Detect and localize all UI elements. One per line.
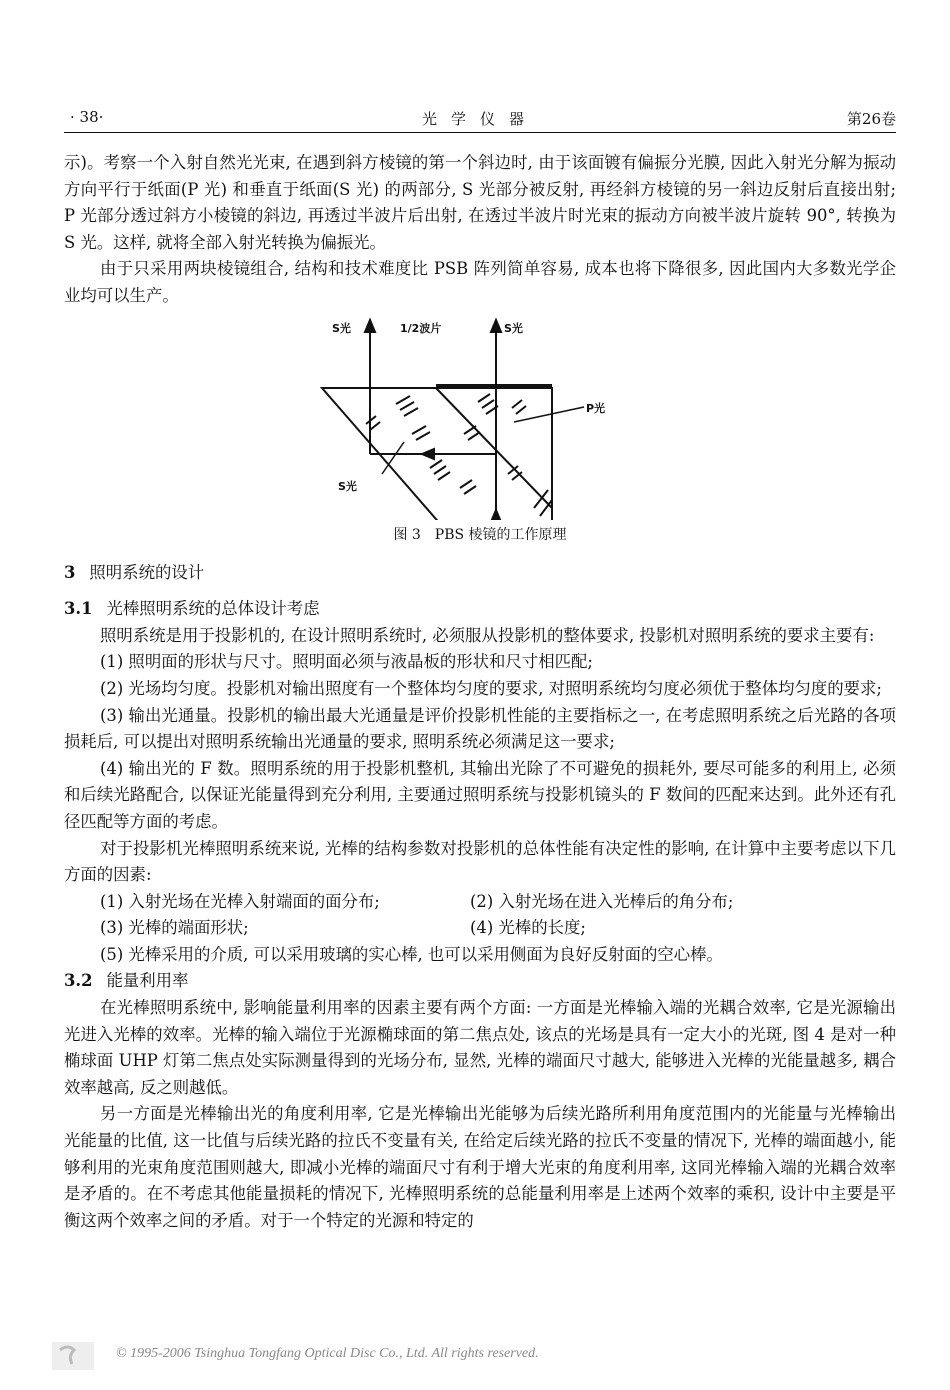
p-pointer — [514, 407, 584, 422]
paragraph: 由于只采用两块棱镜组合, 结构和技术难度比 PSB 阵列简单容易, 成本也将下降很多, 因此国内大多数光学企业均可以生产。 — [64, 259, 896, 305]
subsection-title: 能量利用率 — [106, 971, 189, 991]
section-title: 照明系统的设计 — [89, 562, 205, 582]
section-heading — [64, 560, 896, 587]
arrow-up-bottom — [491, 510, 501, 520]
label-s-right: S光 — [504, 321, 523, 335]
factor-row — [64, 915, 896, 942]
factor-item: (4) 光棒的长度; — [470, 918, 586, 938]
paragraph: 照明系统是用于投影机的, 在设计照明系统时, 必须服从投影机的整体要求, 投影机对照明系统的要求主要有: — [100, 625, 875, 645]
pbs-prism-diagram — [64, 312, 896, 520]
label-s-bottom: S光 — [338, 479, 357, 493]
paragraph: 在光棒照明系统中, 影响能量利用率的因素主要有两个方面: 一方面是光棒输入端的光耦合效率, 它是光源输出光进入光棒的效率。光棒的输入端位于光源椭球面的第二焦点处, 该点的光场是具有一定大小的光斑, 图 4 是对一种椭球面 UHP 灯第二焦点处实际测量得到的光场分布, 显然, 光棒的端面尺寸越大, 能够进入光棒的光能量越多, 耦合效率越高, 反之则越低。 — [64, 998, 896, 1097]
factor-item: (3) 光棒的端面形状; — [100, 918, 249, 938]
factor-item: (2) 入射光场在进入光棒后的角分布; — [470, 891, 734, 911]
copyright-notice: © 1995-2006 Tsinghua Tongfang Optical Disc Co., Ltd. All rights reserved. — [116, 1346, 539, 1361]
figure-pbs-prism — [64, 312, 896, 520]
list-item: (2) 光场均匀度。投影机对输出照度有一个整体均匀度的要求, 对照明系统均匀度必须优于整体均匀度的要求; — [100, 678, 882, 698]
paragraph: 对于投影机光棒照明系统来说, 光棒的结构参数对投影机的总体性能有决定性的影响, 在计算中主要考虑以下几方面的因素: — [64, 838, 896, 885]
section-number: 3 — [64, 562, 76, 582]
page-header — [64, 104, 896, 133]
label-halfwave: 1/2波片 — [400, 321, 442, 335]
article-body — [64, 150, 896, 1234]
subsection-number: 3.1 — [64, 599, 93, 619]
arrow-up-left — [365, 320, 375, 332]
factor-item: (1) 入射光场在光棒入射端面的面分布; — [100, 891, 380, 911]
subsection-number: 3.2 — [64, 971, 93, 991]
subsection-heading — [64, 596, 896, 623]
factor-row — [64, 889, 896, 916]
prism-diagonal — [436, 388, 552, 508]
arrow-left — [422, 449, 434, 459]
page-number: · 38· — [70, 108, 104, 126]
paragraph: 另一方面是光棒输出光的角度利用率, 它是光棒输出光能够为后续光路所利用角度范围内的光能量与光棒输出光能量的比值, 这一比值与后续光路的拉氏不变量有关, 在给定后续光路的拉氏不变量的情况下, 光棒的端面越小, 能够利用的光束角度范围则越大, 即减小光棒的端面尺寸有利于增大光束的角度利用率, 这同光棒输入端的光耦合效率是矛盾的。在不考虑其他能量损耗的情况下, 光棒照明系统的总能量利用率是上述两个效率的乘积, 设计中主要是平衡这两个效率之间的矛盾。对于一个特定的光源和特定的 — [64, 1104, 896, 1230]
factor-item: (5) 光棒采用的介质, 可以采用玻璃的实心棒, 也可以采用侧面为良好反射面的空心棒。 — [100, 944, 723, 964]
subsection-title: 光棒照明系统的总体设计考虑 — [106, 599, 320, 619]
publisher-logo-icon — [52, 1342, 94, 1370]
label-s-left: S光 — [332, 321, 351, 335]
arrow-up-right — [491, 320, 501, 332]
list-item: (1) 照明面的形状与尺寸。照明面必须与液晶板的形状和尺寸相匹配; — [100, 652, 593, 672]
volume-label: 第26卷 — [846, 110, 896, 128]
label-p: P光 — [586, 401, 606, 415]
list-item: (4) 输出光的 F 数。照明系统的用于投影机整机, 其输出光除了不可避免的损耗外, 要尽可能多的利用上, 必须和后续光路配合, 以保证光能量得到充分利用, 主要通过照明系统与投影机镜头的 F 数间的匹配来达到。此外还有孔径匹配等方面的考虑。 — [64, 758, 896, 831]
figure-caption: 图 3 PBS 棱镜的工作原理 — [393, 526, 567, 543]
journal-title: 光学仪器 — [421, 110, 538, 128]
paragraph: 示)。考察一个入射自然光光束, 在遇到斜方棱镜的第一个斜边时, 由于该面镀有偏振分光膜, 因此入射光分解为振动方向平行于纸面(P 光) 和垂直于纸面(S 光) 的两部分, S 光部分被反射, 再经斜方棱镜的另一斜边反射后直接出射; P 光部分透过斜方小棱镜的斜边, 再透过半波片后出射, 在透过半波片时光束的振动方向被半波片旋转 90°, 转换为 S 光。这样, 就将全部入射光转换为偏振光。 — [64, 153, 896, 252]
list-item: (3) 输出光通量。投影机的输出最大光通量是评价投影机性能的主要指标之一, 在考虑照明系统之后光路的各项损耗后, 可以提出对照明系统输出光通量的要求, 照明系统必须满足这一要求; — [64, 705, 896, 752]
page-footer — [52, 1342, 912, 1372]
subsection-heading — [64, 968, 896, 995]
